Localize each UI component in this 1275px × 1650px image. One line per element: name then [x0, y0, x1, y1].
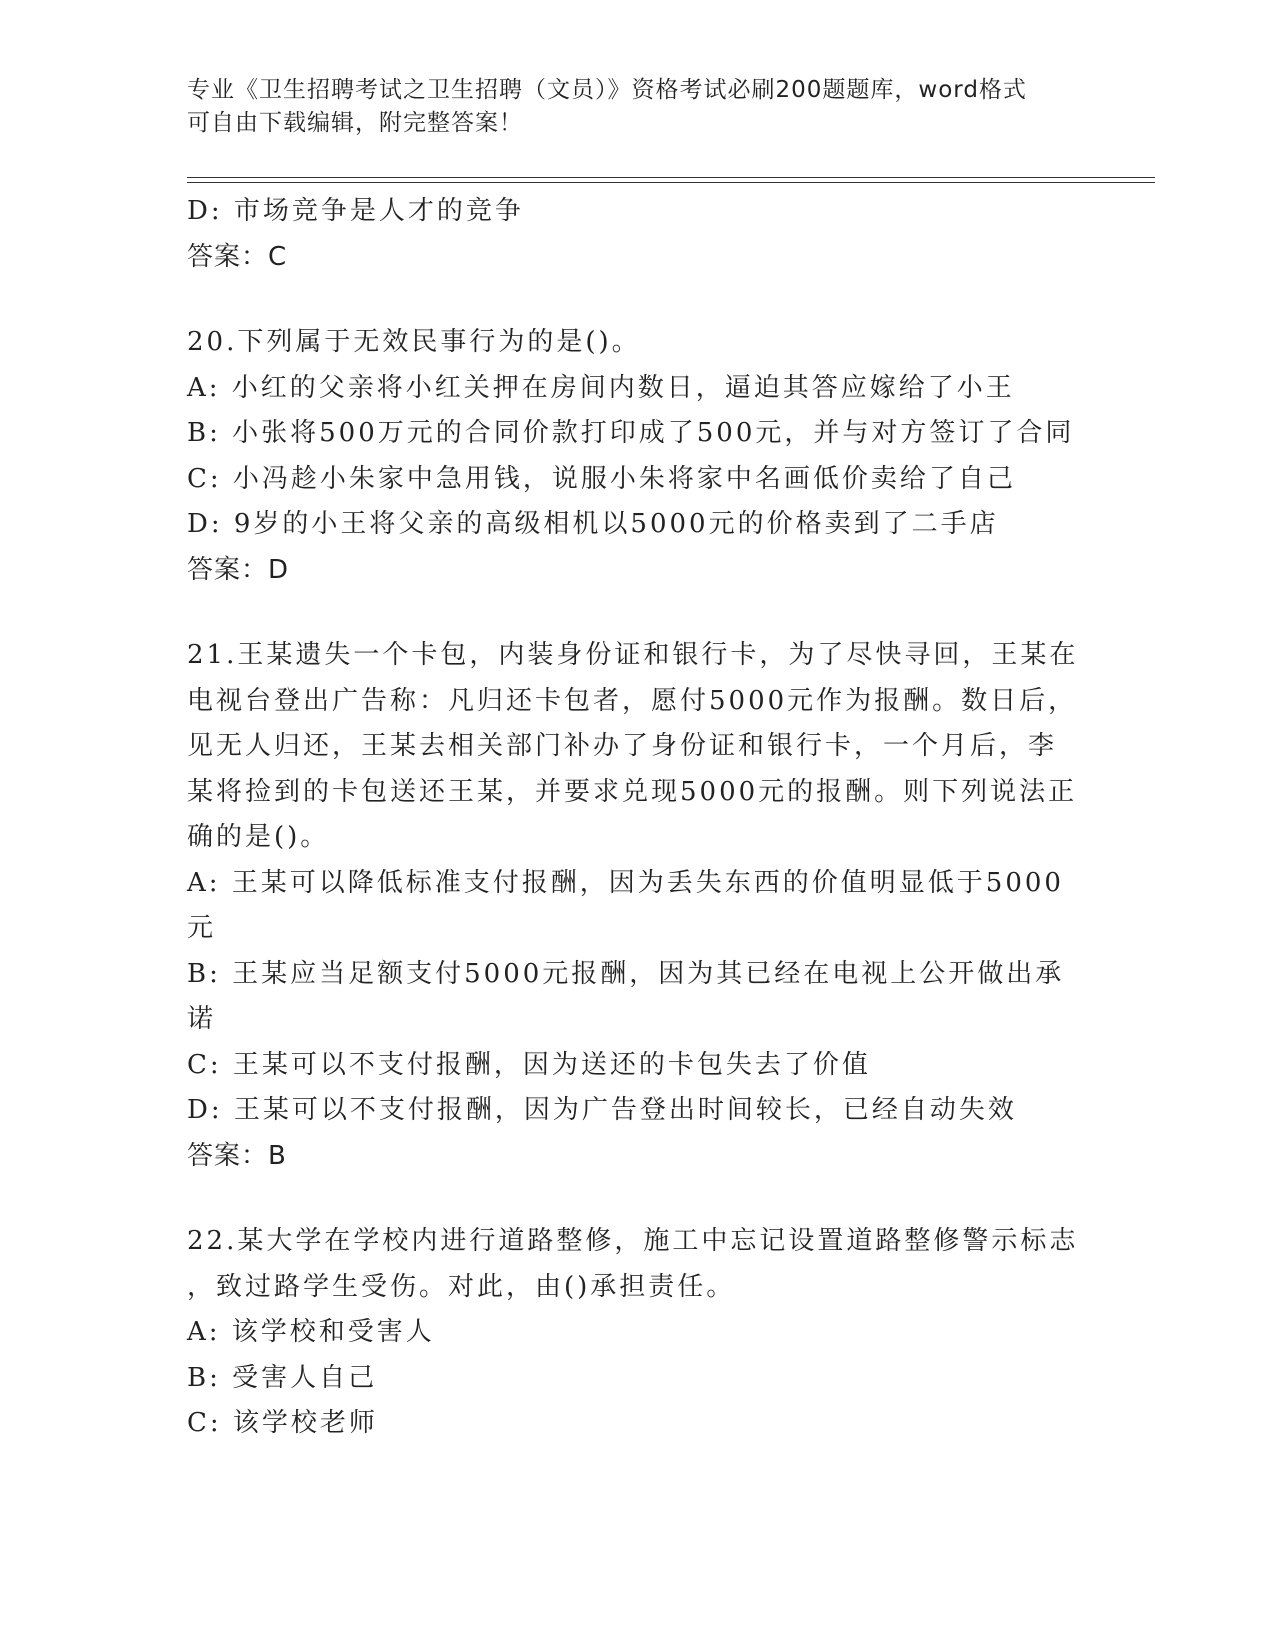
q19-answer: 答案：C: [187, 241, 288, 272]
q22-option-a: A: 该学校和受害人: [187, 1317, 435, 1347]
q21-option-b-cont: 诺: [187, 1004, 217, 1034]
q21-option-a: A: 王某可以降低标准支付报酬，因为丢失东西的价值明显低于5000: [187, 867, 1064, 898]
q20-answer: 答案：D: [187, 554, 290, 585]
q20-option-a: A: 小红的父亲将小红关押在房间内数日，逼迫其答应嫁给了小王: [187, 372, 1015, 403]
q21-option-a-cont: 元: [187, 913, 217, 943]
spacer: [187, 593, 1087, 633]
q22-option-c: C: 该学校老师: [187, 1408, 378, 1438]
q21-stem-line-5: 确的是()。: [187, 822, 330, 852]
q21-stem-line-3: 见无人归还，王某去相关部门补办了身份证和银行卡，一个月后，李: [187, 731, 1058, 761]
q21-option-d: D: 王某可以不支付报酬，因为广告登出时间较长，已经自动失效: [187, 1095, 1017, 1125]
header-divider-top: [187, 177, 1155, 178]
q19-option-d: D: 市场竞争是人才的竞争: [187, 196, 524, 226]
q20-option-b: B: 小张将500万元的合同价款打印成了500元，并与对方签订了合同: [187, 418, 1075, 448]
q22-option-b: B: 受害人自己: [187, 1362, 378, 1393]
header-divider-bottom: [187, 182, 1155, 183]
q21-option-c: C: 王某可以不支付报酬，因为送还的卡包失去了价值: [187, 1049, 871, 1080]
q22-stem-line-1: 22.某大学在学校内进行道路整修，施工中忘记设置道路整修警示标志: [187, 1226, 1079, 1256]
q22-stem-line-2: ，致过路学生受伤。对此，由()承担责任。: [187, 1271, 736, 1302]
q21-stem-line-2: 电视台登出广告称：凡归还卡包者，愿付5000元作为报酬。数日后，: [187, 685, 1078, 716]
question-content: [187, 189, 1087, 1447]
q21-option-b: B: 王某应当足额支付5000元报酬，因为其已经在电视上公开做出承: [187, 958, 1065, 989]
q20-option-c: C: 小冯趁小朱家中急用钱，说服小朱将家中名画低价卖给了自己: [187, 463, 1016, 494]
q20-stem: 20.下列属于无效民事行为的是()。: [187, 327, 641, 357]
spacer: [187, 1179, 1087, 1219]
q21-stem-line-4: 某将捡到的卡包送还王某，并要求兑现5000元的报酬。则下列说法正: [187, 776, 1078, 807]
q20-option-d: D: 9岁的小王将父亲的高级相机以5000元的价格卖到了二手店: [187, 509, 999, 539]
header-title-line-1: 专业《卫生招聘考试之卫生招聘（文员）》资格考试必刷200题题库，word格式: [187, 77, 1027, 103]
document-header: [187, 74, 1067, 140]
q21-stem-line-1: 21.王某遗失一个卡包，内装身份证和银行卡，为了尽快寻回，王某在: [187, 640, 1079, 670]
spacer: [187, 280, 1087, 320]
header-title-line-2: 可自由下载编辑，附完整答案！: [187, 110, 523, 136]
q21-answer: 答案：B: [187, 1140, 287, 1171]
